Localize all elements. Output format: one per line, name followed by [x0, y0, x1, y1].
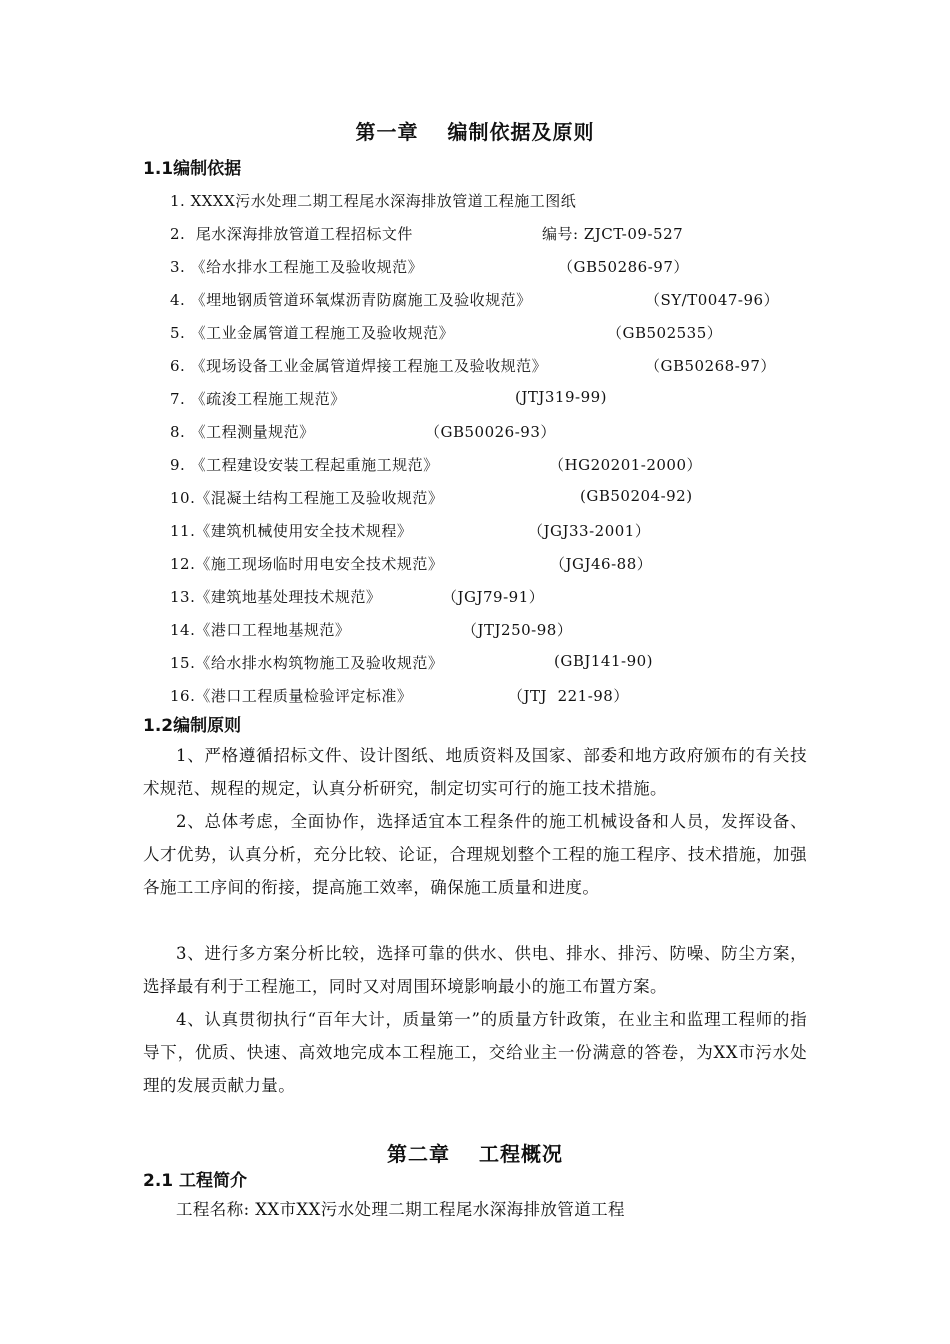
reference-title: 5. 《工业金属管道工程施工及验收规范》	[170, 324, 455, 342]
reference-title: 10.《混凝土结构工程施工及验收规范》	[170, 489, 444, 507]
reference-title: 11.《建筑机械使用安全技术规程》	[170, 522, 413, 540]
principle-paragraph: 2、总体考虑，全面协作，选择适宜本工程条件的施工机械设备和人员，发挥设备、人才优势，认真分析，充分比较、论证，合理规划整个工程的施工程序、技术措施，加强各施工工序间的衔接，提高施工效率，确保施工质量和进度。	[143, 812, 807, 897]
reference-code: （JGJ46-88）	[550, 555, 653, 573]
reference-title: 1. XXXX污水处理二期工程尾水深海排放管道工程施工图纸	[170, 192, 577, 210]
reference-code: （GB50268-97）	[645, 357, 776, 375]
reference-item	[170, 652, 654, 673]
reference-code: （SY/T0047-96）	[645, 291, 780, 309]
reference-title: 7. 《疏浚工程施工规范》	[170, 390, 346, 408]
section-1-1-heading: 1.1编制依据	[143, 159, 242, 179]
reference-item	[170, 586, 545, 607]
reference-item	[170, 322, 723, 343]
reference-item	[170, 289, 780, 310]
chapter-1-title: 第一章 编制依据及原则	[355, 120, 595, 144]
reference-title: 2. 尾水深海排放管道工程招标文件	[170, 225, 413, 243]
chapter-2-title: 第二章 工程概况	[387, 1142, 563, 1166]
reference-title: 6. 《现场设备工业金属管道焊接工程施工及验收规范》	[170, 357, 548, 375]
reference-title: 4. 《埋地钢质管道环氧煤沥青防腐施工及验收规范》	[170, 291, 532, 309]
reference-item	[170, 520, 651, 541]
principle-paragraph: 3、进行多方案分析比较，选择可靠的供水、供电、排水、排污、防噪、防尘方案，选择最有利于工程施工，同时又对周围环境影响最小的施工布置方案。	[143, 944, 807, 996]
reference-code: （JTJ250-98）	[462, 621, 573, 639]
reference-code: （JGJ33-2001）	[528, 522, 651, 540]
reference-code: （GB502535）	[607, 324, 723, 342]
reference-code: （HG20201-2000）	[549, 456, 703, 474]
reference-item	[170, 619, 573, 640]
reference-item	[170, 487, 693, 508]
reference-code: （JTJ 221-98）	[508, 687, 629, 705]
reference-item	[170, 421, 556, 442]
reference-title: 12.《施工现场临时用电安全技术规范》	[170, 555, 444, 573]
reference-item	[170, 388, 608, 409]
reference-title: 9. 《工程建设安装工程起重施工规范》	[170, 456, 439, 474]
reference-title: 13.《建筑地基处理技术规范》	[170, 588, 382, 606]
section-2-1-heading: 2.1 工程简介	[143, 1171, 248, 1191]
reference-title: 16.《港口工程质量检验评定标准》	[170, 687, 413, 705]
reference-code: (JTJ319-99)	[515, 388, 608, 406]
project-name-line: 工程名称: XX市XX污水处理二期工程尾水深海排放管道工程	[176, 1200, 625, 1219]
reference-item	[170, 355, 776, 376]
reference-code: （GB50026-93）	[425, 423, 556, 441]
reference-item	[170, 190, 576, 211]
reference-item	[170, 256, 689, 277]
reference-title: 14.《港口工程地基规范》	[170, 621, 351, 639]
reference-item	[170, 685, 629, 706]
reference-code: 编号: ZJCT-09-527	[542, 225, 684, 243]
principle-paragraph: 4、认真贯彻执行“百年大计，质量第一”的质量方针政策，在业主和监理工程师的指导下，优质、快速、高效地完成本工程施工，交给业主一份满意的答卷，为XX市污水处理的发展贡献力量。	[143, 1010, 807, 1095]
reference-title: 8. 《工程测量规范》	[170, 423, 315, 441]
reference-code: (GBJ141-90)	[554, 652, 654, 670]
reference-code: (GB50204-92)	[580, 487, 693, 505]
reference-item	[170, 454, 703, 475]
reference-code: （JGJ79-91）	[442, 588, 545, 606]
reference-title: 15.《给水排水构筑物施工及验收规范》	[170, 654, 444, 672]
reference-code: （GB50286-97）	[558, 258, 689, 276]
principle-paragraph: 1、严格遵循招标文件、设计图纸、地质资料及国家、部委和地方政府颁布的有关技术规范、规程的规定，认真分析研究，制定切实可行的施工技术措施。	[143, 746, 807, 798]
reference-title: 3. 《给水排水工程施工及验收规范》	[170, 258, 424, 276]
reference-item	[170, 553, 653, 574]
section-1-2-heading: 1.2编制原则	[143, 716, 242, 736]
reference-item	[170, 223, 684, 244]
